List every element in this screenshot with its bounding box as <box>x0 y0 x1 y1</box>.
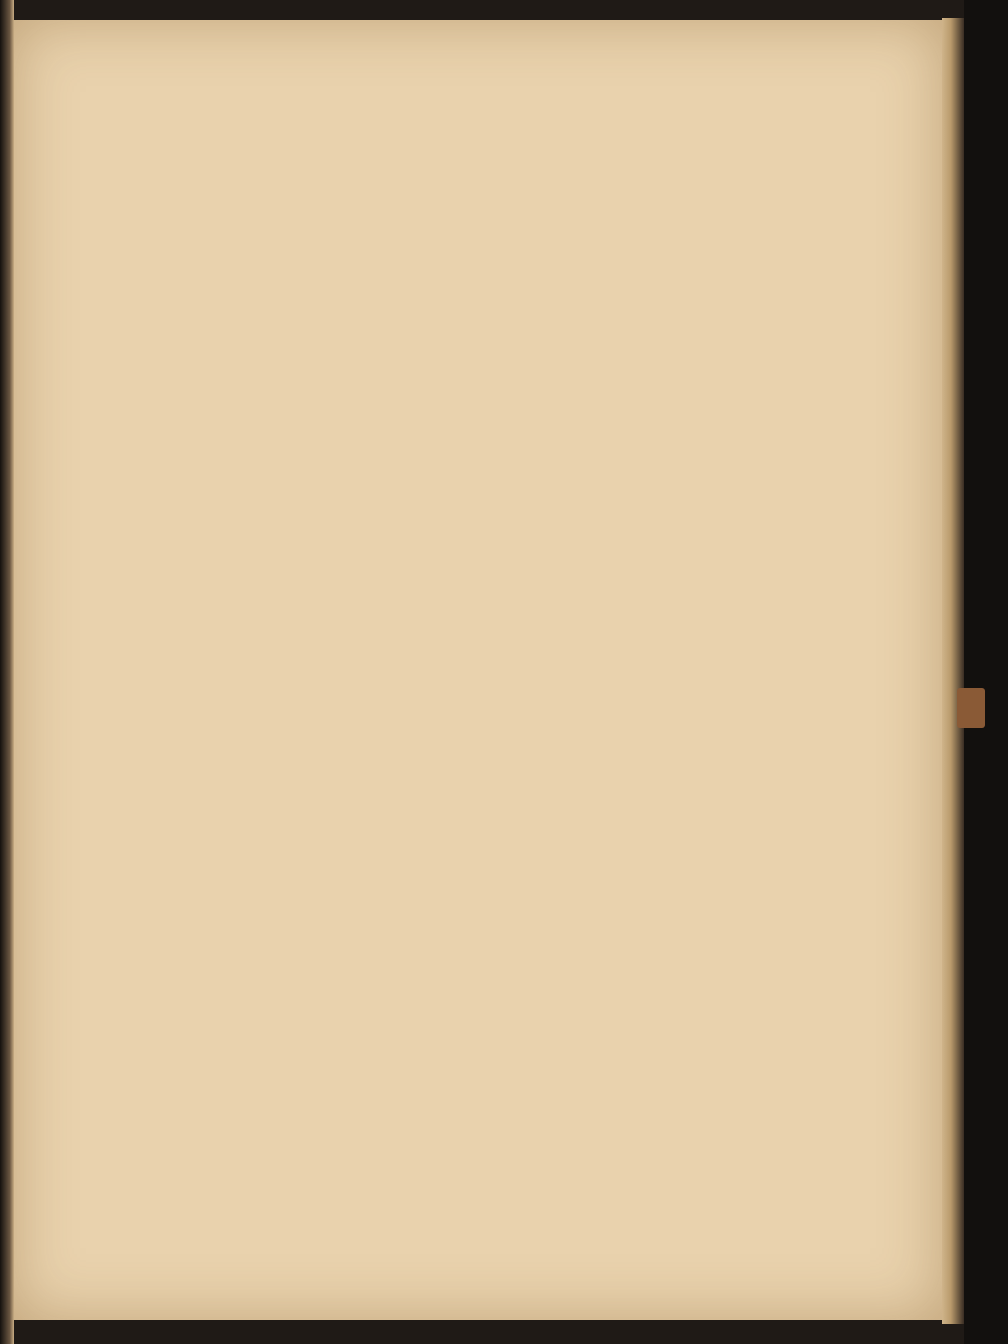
book-cover <box>964 0 1008 1344</box>
document-page <box>14 20 942 1320</box>
page-edge <box>942 18 964 1324</box>
book-spine <box>0 0 14 1344</box>
paper-tab <box>957 688 985 728</box>
